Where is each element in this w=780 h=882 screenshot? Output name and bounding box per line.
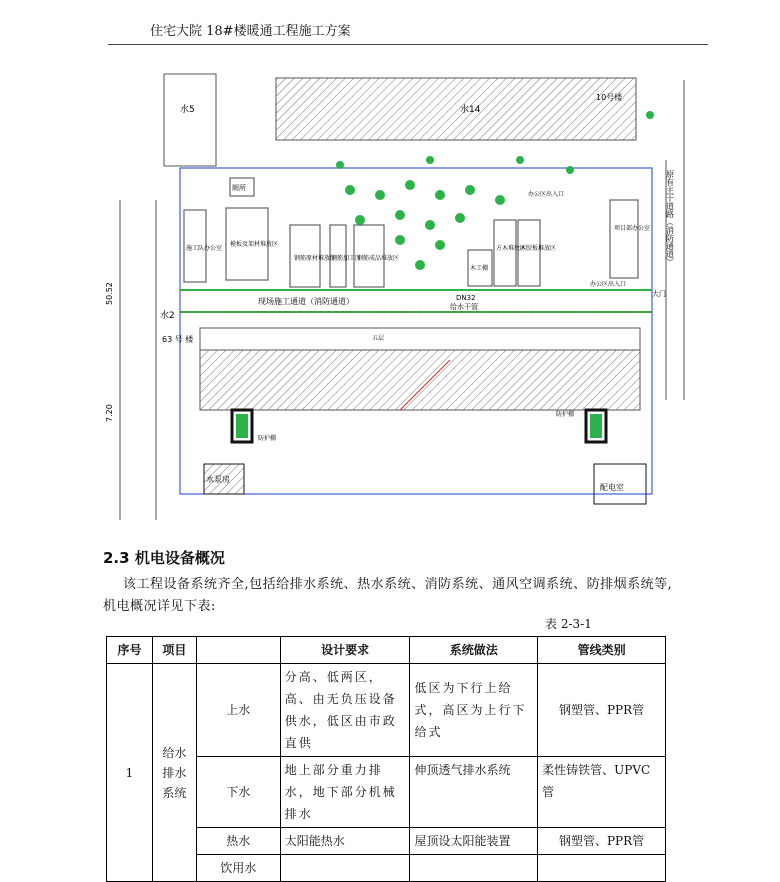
design-cell: 太阳能热水 bbox=[280, 828, 410, 855]
label-wood-shed: 木工棚 bbox=[470, 265, 489, 272]
section-name: 机电设备概况 bbox=[134, 549, 225, 567]
label-timber: 方木堆放区 bbox=[496, 245, 527, 252]
item-cell: 下水 bbox=[196, 757, 280, 828]
label-power: 配电室 bbox=[600, 483, 624, 492]
paragraph-line: 机电概况详见下表: bbox=[103, 599, 216, 614]
label-project-office: 项目部办公室 bbox=[614, 225, 651, 232]
label-road: 原有主干道路（消防通道） bbox=[665, 170, 675, 266]
label-b14: 水14 bbox=[460, 105, 481, 115]
label-fence: 防护棚 bbox=[258, 435, 277, 442]
building-14 bbox=[276, 78, 636, 140]
method-cell: 伸顶透气排水系统 bbox=[410, 757, 538, 828]
header-rule bbox=[108, 44, 708, 45]
fence-right-fill bbox=[590, 414, 602, 438]
label-site-road: 现场施工通道（消防通道） bbox=[258, 297, 354, 306]
main-building-top bbox=[200, 328, 640, 350]
design-cell: 地上部分重力排水，地下部分机械排水 bbox=[280, 757, 410, 828]
label-b10: 10号楼 bbox=[596, 93, 623, 102]
pipe-cell: 柔性铸铁管、UPVC管 bbox=[538, 757, 666, 828]
page-header: 住宅大院 18#楼暖通工程施工方案 bbox=[150, 24, 351, 39]
dim-7: 7.20 bbox=[105, 404, 114, 422]
section-title bbox=[103, 547, 225, 568]
label-office-left: 施工队办公室 bbox=[186, 245, 223, 252]
dim-50: 50.52 bbox=[105, 282, 114, 305]
label-plywood: 木胶板堆放区 bbox=[520, 245, 557, 252]
label-wc: 厕所 bbox=[232, 184, 246, 192]
pipe-cell bbox=[538, 855, 666, 882]
label-b5: 水5 bbox=[180, 105, 195, 115]
label-rebar-done: 钢筋成品堆放区 bbox=[357, 255, 400, 262]
group-label: 给水排水系统 bbox=[162, 745, 187, 800]
label-formwork: 模板及架材堆放区 bbox=[230, 241, 279, 248]
label-b63: 63 号 楼 bbox=[162, 335, 194, 344]
section-number: 2.3 bbox=[103, 549, 130, 567]
label-gate: 大门 bbox=[652, 290, 666, 298]
label-office-gate2: 办公区出入口 bbox=[590, 281, 627, 288]
label-rebar-raw: 钢筋原材堆放区 bbox=[294, 255, 337, 262]
method-cell: 低区为下行上给式，高区为上行下给式 bbox=[410, 664, 538, 757]
header-cell: 系统做法 bbox=[410, 637, 538, 664]
design-cell: 分高、低两区，高、由无负压设备供水，低区由市政直供 bbox=[280, 664, 410, 757]
item-cell: 热水 bbox=[196, 828, 280, 855]
method-cell bbox=[410, 855, 538, 882]
site-plan-drawing bbox=[100, 60, 700, 520]
table-header-row bbox=[107, 637, 666, 664]
site-boundary bbox=[180, 168, 652, 494]
fence-left-fill bbox=[236, 414, 248, 438]
project-office bbox=[610, 200, 638, 278]
intro-paragraph bbox=[103, 574, 713, 618]
label-five-story: 五层 bbox=[372, 335, 385, 342]
label-fence2: 防护棚 bbox=[556, 411, 575, 418]
header-cell: 项目 bbox=[152, 637, 196, 664]
table-row bbox=[107, 664, 666, 757]
label-office-gate: 办公区出入口 bbox=[528, 191, 565, 198]
header-cell bbox=[196, 637, 280, 664]
label-pump: 水泵房 bbox=[206, 475, 230, 484]
mep-table bbox=[106, 636, 666, 882]
header-cell: 管线类别 bbox=[538, 637, 666, 664]
building-5 bbox=[164, 74, 216, 166]
pipe-cell: 钢塑管、PPR管 bbox=[538, 828, 666, 855]
paragraph-line: 该工程设备系统齐全,包括给排水系统、热水系统、消防系统、通风空调系统、防排烟系统等, bbox=[123, 577, 673, 592]
item-cell: 饮用水 bbox=[196, 855, 280, 882]
main-building bbox=[200, 350, 640, 410]
label-rebar-proc: 钢筋加工区 bbox=[331, 255, 362, 262]
group-cell bbox=[152, 664, 196, 882]
design-cell bbox=[280, 855, 410, 882]
row-number: 1 bbox=[107, 664, 153, 882]
pipe-cell: 钢塑管、PPR管 bbox=[538, 664, 666, 757]
header-cell: 序号 bbox=[107, 637, 153, 664]
header-cell: 设计要求 bbox=[280, 637, 410, 664]
method-cell: 屋顶设太阳能装置 bbox=[410, 828, 538, 855]
site-plan bbox=[100, 60, 700, 520]
label-b2: 水2 bbox=[160, 311, 175, 321]
plywood-area bbox=[518, 220, 540, 286]
label-pipe: DN32 bbox=[456, 294, 476, 302]
item-cell: 上水 bbox=[196, 664, 280, 757]
table-caption: 表 2-3-1 bbox=[545, 617, 592, 631]
timber-area bbox=[494, 220, 516, 286]
label-pipe2: 给水干管 bbox=[450, 303, 478, 311]
